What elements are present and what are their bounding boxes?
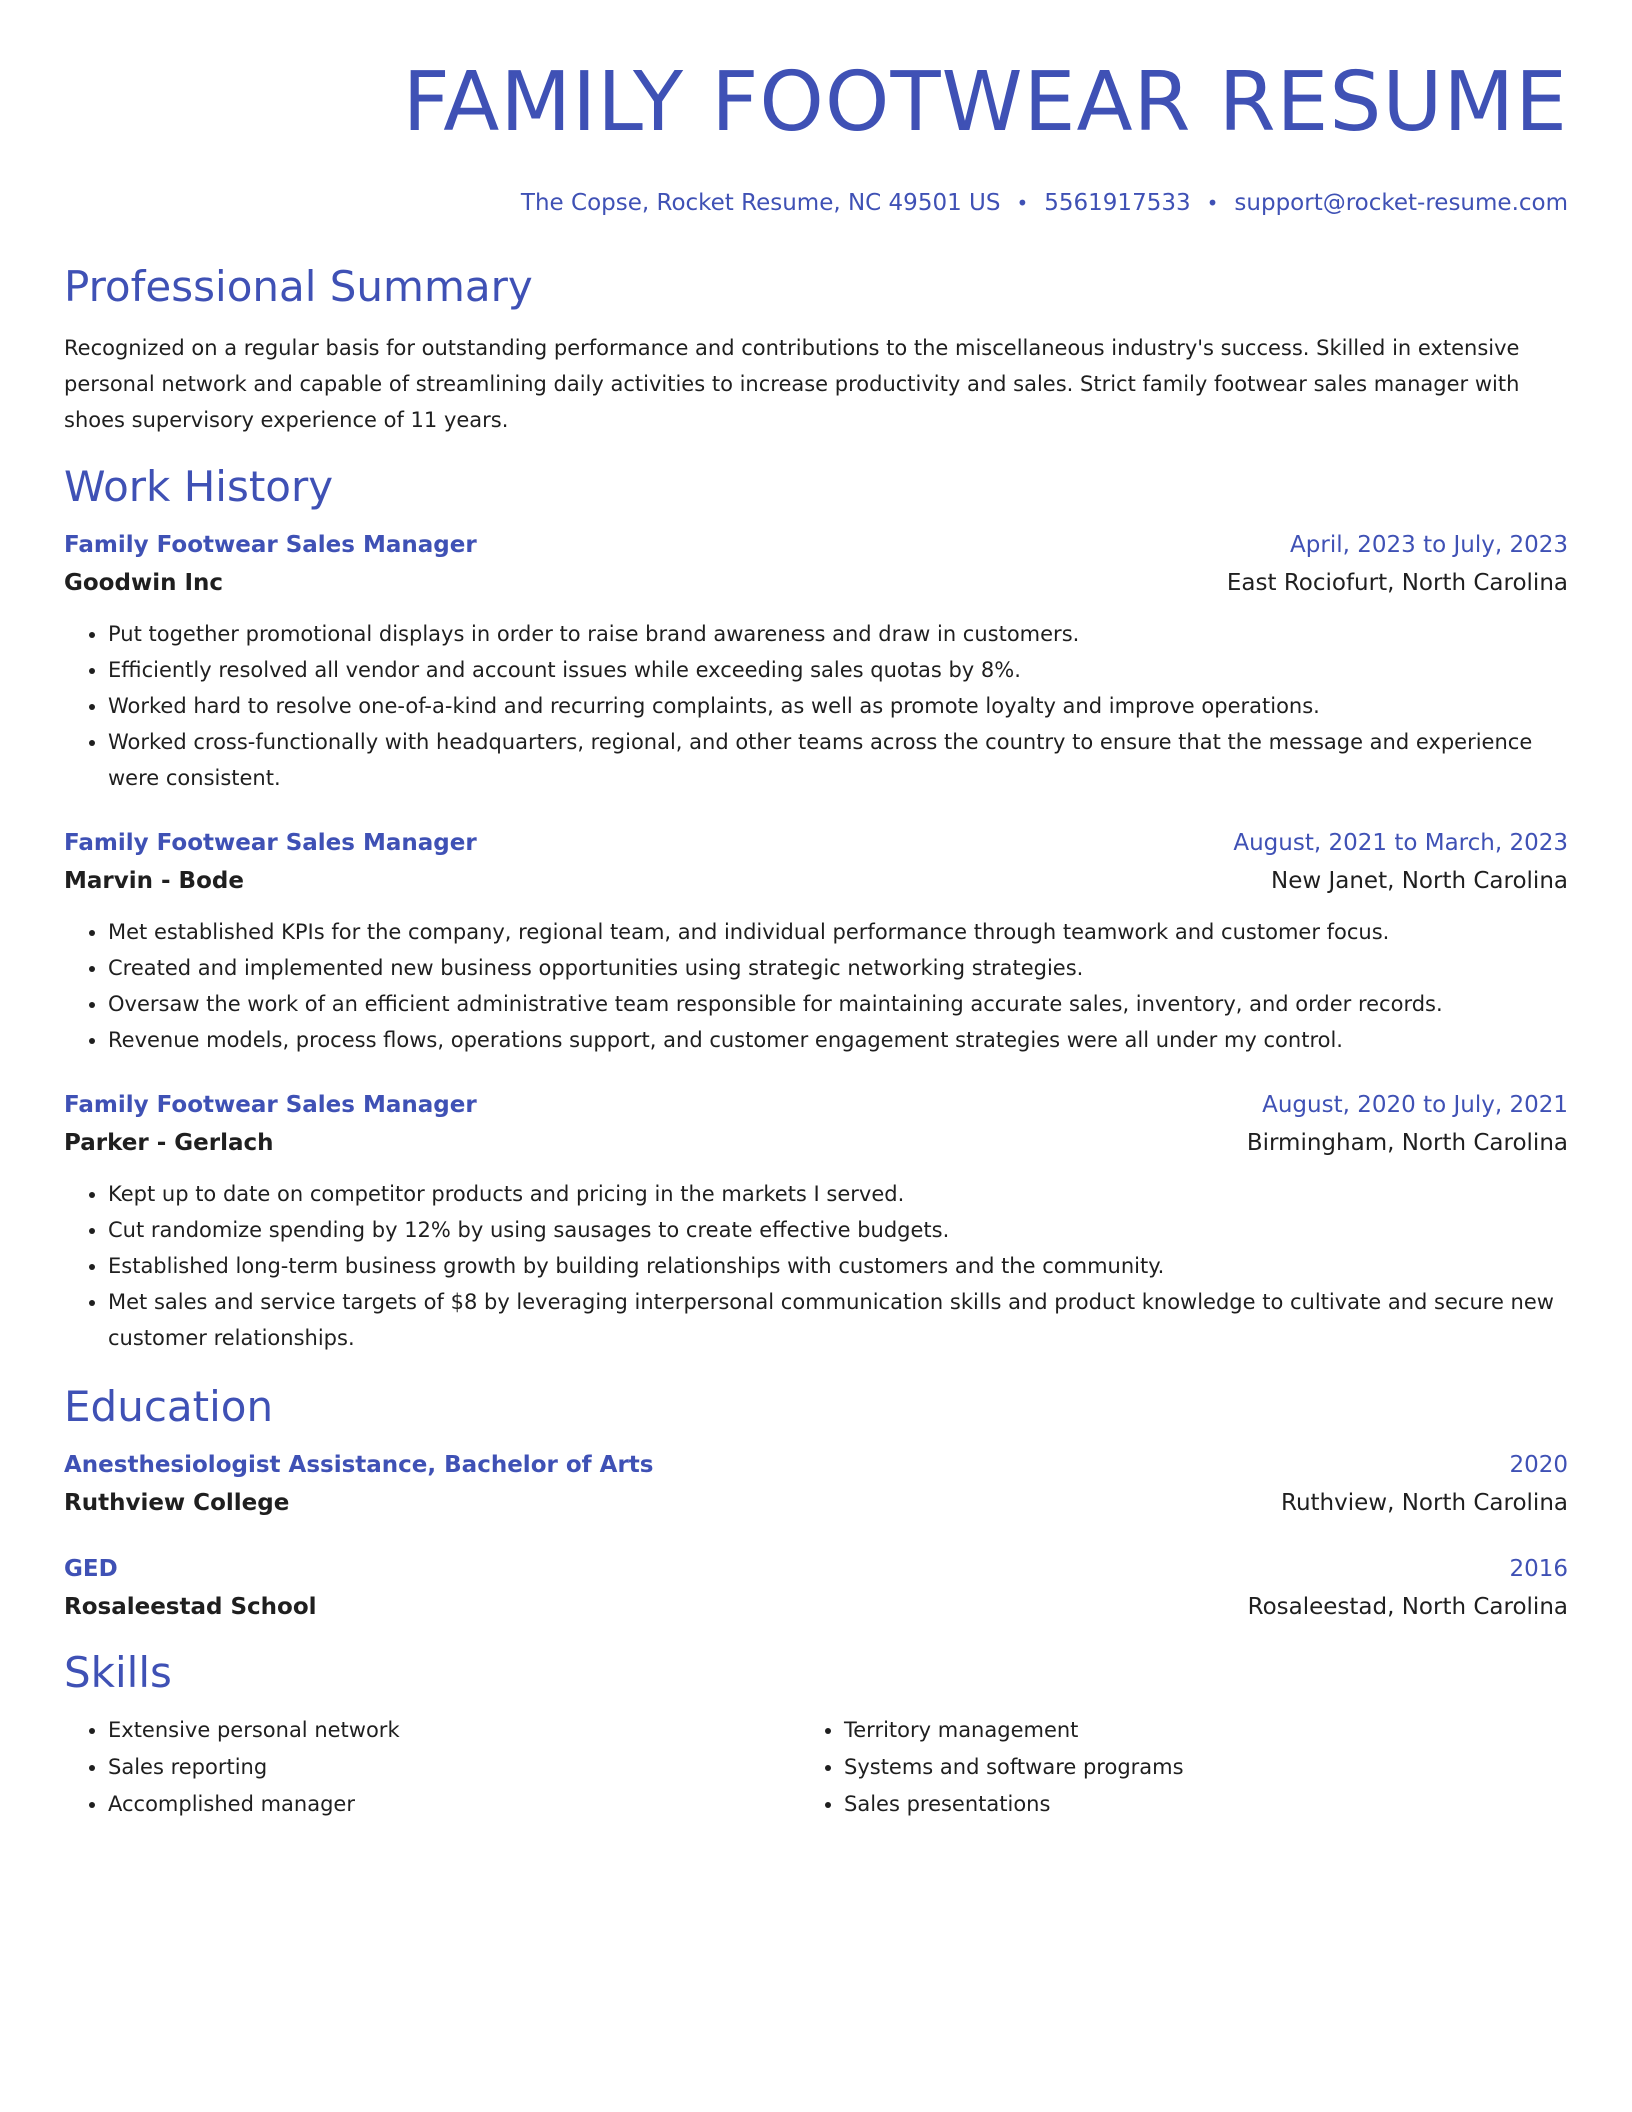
job-bullets bbox=[64, 1176, 1568, 1356]
education-entry bbox=[64, 1550, 1568, 1626]
skills-heading: Skills bbox=[64, 1648, 172, 1697]
education-location: Rosaleestad, North Carolina bbox=[1247, 1594, 1568, 1620]
skill-item: • Territory management bbox=[844, 1712, 1536, 1749]
contact-separator: • bbox=[1016, 191, 1029, 215]
job-location: East Rociofurt, North Carolina bbox=[1226, 570, 1568, 596]
resume-name: FAMILY FOOTWEAR RESUME bbox=[402, 55, 1568, 150]
job-bullet: • Created and implemented new business opportunities using strategic networking strategies. bbox=[108, 950, 1568, 986]
job-bullet: • Put together promotional displays in order to raise brand awareness and draw in customers. bbox=[108, 616, 1568, 652]
skill-item: • Systems and software programs bbox=[844, 1749, 1536, 1786]
job-bullets bbox=[64, 914, 1568, 1058]
education-year: 2020 bbox=[1509, 1452, 1568, 1478]
skills-column-right bbox=[800, 1712, 1536, 1823]
job-entry bbox=[64, 1086, 1568, 1356]
job-bullet: • Kept up to date on competitor products and pricing in the markets I served. bbox=[108, 1176, 1568, 1212]
summary-heading: Professional Summary bbox=[64, 262, 533, 311]
job-company-row bbox=[64, 564, 1568, 602]
education-degree: Anesthesiologist Assistance, Bachelor of Arts bbox=[64, 1452, 654, 1478]
skill-item: • Accomplished manager bbox=[108, 1786, 800, 1823]
job-title: Family Footwear Sales Manager bbox=[64, 1092, 477, 1118]
job-company: Parker - Gerlach bbox=[64, 1130, 274, 1156]
skill-item: • Sales reporting bbox=[108, 1749, 800, 1786]
education-entry bbox=[64, 1446, 1568, 1522]
job-company: Marvin - Bode bbox=[64, 868, 244, 894]
job-bullet: • Revenue models, process flows, operations support, and customer engagement strategies were all under my control. bbox=[108, 1022, 1568, 1058]
job-dates: April, 2023 to July, 2023 bbox=[1290, 532, 1568, 558]
contact-phone: 5561917533 bbox=[1044, 190, 1191, 216]
job-title: Family Footwear Sales Manager bbox=[64, 532, 477, 558]
contact-email: support@rocket-resume.com bbox=[1234, 190, 1568, 216]
job-title-row bbox=[64, 824, 1568, 862]
job-bullets bbox=[64, 616, 1568, 796]
job-bullet: • Worked hard to resolve one-of-a-kind and recurring complaints, as well as promote loyalty and improve operations. bbox=[108, 688, 1568, 724]
job-entry bbox=[64, 526, 1568, 796]
education-degree-row bbox=[64, 1446, 1568, 1484]
skills-grid bbox=[64, 1712, 1568, 1823]
summary-text: Recognized on a regular basis for outstanding performance and contributions to the miscellaneous industry's success. Skilled in extensive personal network and capable of streamlining daily activities to increase productivity and sales. Strict family footwear sales manager with shoes supervisory experience of 11 years. bbox=[64, 336, 1520, 432]
job-bullet: • Efficiently resolved all vendor and account issues while exceeding sales quotas by 8%. bbox=[108, 652, 1568, 688]
education-degree-row bbox=[64, 1550, 1568, 1588]
skill-item: • Extensive personal network bbox=[108, 1712, 800, 1749]
job-company: Goodwin Inc bbox=[64, 570, 224, 596]
job-bullet: • Met established KPIs for the company, regional team, and individual performance through teamwork and customer focus. bbox=[108, 914, 1568, 950]
job-title-row bbox=[64, 526, 1568, 564]
job-title-row bbox=[64, 1086, 1568, 1124]
skills-column-left bbox=[64, 1712, 800, 1823]
skill-item: • Sales presentations bbox=[844, 1786, 1536, 1823]
job-bullet: • Established long-term business growth by building relationships with customers and the community. bbox=[108, 1248, 1568, 1284]
contact-line bbox=[64, 188, 1568, 218]
education-school-row bbox=[64, 1588, 1568, 1626]
education-school-row bbox=[64, 1484, 1568, 1522]
job-location: Birmingham, North Carolina bbox=[1246, 1130, 1568, 1156]
job-dates: August, 2020 to July, 2021 bbox=[1262, 1092, 1568, 1118]
work-history-heading: Work History bbox=[64, 462, 334, 511]
job-entry bbox=[64, 824, 1568, 1058]
education-location: Ruthview, North Carolina bbox=[1281, 1490, 1568, 1516]
job-company-row bbox=[64, 1124, 1568, 1162]
job-company-row bbox=[64, 862, 1568, 900]
contact-separator: • bbox=[1206, 191, 1219, 215]
education-degree: GED bbox=[64, 1556, 118, 1582]
job-location: New Janet, North Carolina bbox=[1271, 868, 1568, 894]
education-school: Ruthview College bbox=[64, 1490, 290, 1516]
job-dates: August, 2021 to March, 2023 bbox=[1233, 830, 1568, 856]
contact-address: The Copse, Rocket Resume, NC 49501 US bbox=[520, 190, 1001, 216]
job-title: Family Footwear Sales Manager bbox=[64, 830, 477, 856]
education-heading: Education bbox=[64, 1382, 274, 1431]
education-year: 2016 bbox=[1509, 1556, 1568, 1582]
education-school: Rosaleestad School bbox=[64, 1594, 317, 1620]
job-bullet: • Cut randomize spending by 12% by using sausages to create effective budgets. bbox=[108, 1212, 1568, 1248]
resume-header bbox=[64, 55, 1568, 218]
job-bullet: • Met sales and service targets of $8 by leveraging interpersonal communication skills and product knowledge to cultivate and secure new customer relationships. bbox=[108, 1284, 1568, 1356]
job-bullet: • Worked cross-functionally with headquarters, regional, and other teams across the country to ensure that the message and experience were consistent. bbox=[108, 724, 1568, 796]
job-bullet: • Oversaw the work of an efficient administrative team responsible for maintaining accurate sales, inventory, and order records. bbox=[108, 986, 1568, 1022]
